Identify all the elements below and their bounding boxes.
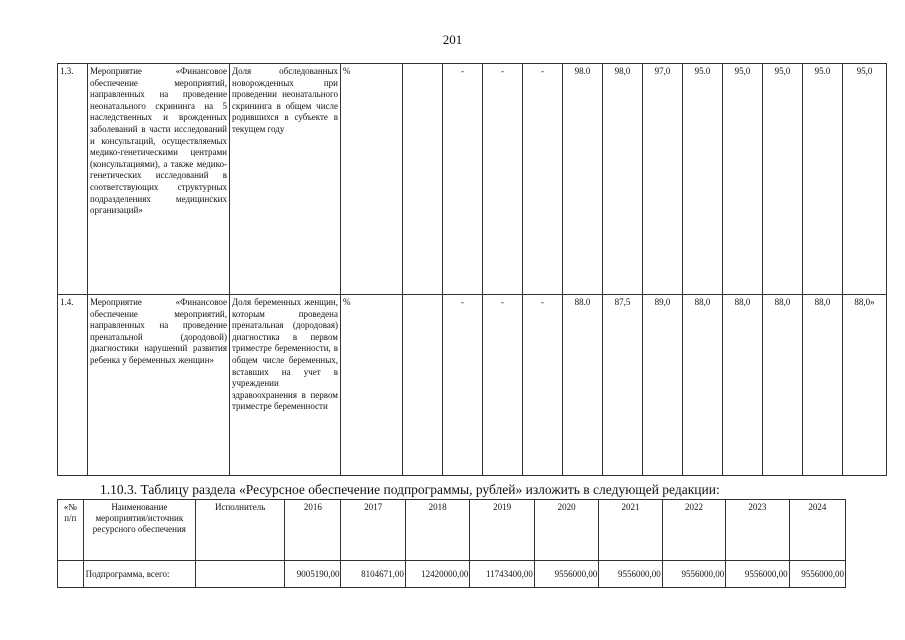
- page-number: 201: [442, 32, 463, 47]
- table-row: [58, 64, 887, 295]
- header-num: «№ п/п: [58, 500, 84, 561]
- header-name: Наименование мероприятия/источник ресурсного обеспечения: [83, 500, 196, 561]
- value-cell: 88,0»: [843, 295, 887, 476]
- amount-cell: 9556000,00: [534, 561, 598, 588]
- header-executor: Исполнитель: [196, 500, 285, 561]
- value-cell: 88,0: [763, 295, 803, 476]
- value-cell: 88,0: [683, 295, 723, 476]
- indicators-table: [57, 63, 887, 476]
- value-cell: -: [523, 295, 563, 476]
- resource-table: [57, 499, 846, 588]
- amount-cell: 11743400,00: [470, 561, 534, 588]
- row-number: 1.3.: [58, 64, 88, 295]
- unit-cell: %: [341, 295, 403, 476]
- value-cell: 95,0: [723, 64, 763, 295]
- row-number: 1.4.: [58, 295, 88, 476]
- unit-cell: %: [341, 64, 403, 295]
- value-cell: -: [443, 64, 483, 295]
- value-cell: 98.0: [563, 64, 603, 295]
- value-cell: 95,0: [763, 64, 803, 295]
- header-year: 2016: [285, 500, 341, 561]
- amount-cell: 8104671,00: [341, 561, 405, 588]
- row-number: [58, 561, 84, 588]
- amount-cell: 9556000,00: [599, 561, 662, 588]
- header-year: 2022: [662, 500, 725, 561]
- header-year: 2023: [726, 500, 789, 561]
- value-cell: -: [523, 64, 563, 295]
- value-cell: 97,0: [643, 64, 683, 295]
- value-cell: -: [483, 64, 523, 295]
- amount-cell: 9556000,00: [726, 561, 789, 588]
- value-cell: [403, 295, 443, 476]
- table-row: [58, 561, 846, 588]
- header-year: 2018: [405, 500, 469, 561]
- table-row: [58, 295, 887, 476]
- indicator-name: Доля обследованных новорожденных при проведении неонатального скрининга в общем числе родившихся в субъекте в текущем году: [230, 64, 341, 295]
- header-year: 2017: [341, 500, 405, 561]
- value-cell: [403, 64, 443, 295]
- value-cell: 87,5: [603, 295, 643, 476]
- amount-cell: 9556000,00: [789, 561, 845, 588]
- event-name: Мероприятие «Финансовое обеспечение мероприятий, направленных на проведение пренатальной (дородовой) диагностики нарушений развития ребенка у беременных женщин»: [88, 295, 230, 476]
- value-cell: 88.0: [563, 295, 603, 476]
- amount-cell: 9556000,00: [662, 561, 725, 588]
- value-cell: -: [483, 295, 523, 476]
- event-name: Мероприятие «Финансовое обеспечение мероприятий, направленных на проведение неонатального скрининга на 5 наследственных и врожденных заболеваний в части исследований и консультаций, осуществляемых медико-генетическими центрами (консультациями), а также медико-генетических исследований в соответствующих структурных подразделениях медицинских организаций»: [88, 64, 230, 295]
- amount-cell: 12420000,00: [405, 561, 469, 588]
- header-year: 2021: [599, 500, 662, 561]
- value-cell: 95.0: [683, 64, 723, 295]
- value-cell: 95.0: [803, 64, 843, 295]
- header-year: 2019: [470, 500, 534, 561]
- row-executor: [196, 561, 285, 588]
- header-year: 2024: [789, 500, 845, 561]
- value-cell: 88,0: [803, 295, 843, 476]
- row-name: Подпрограмма, всего:: [83, 561, 196, 588]
- value-cell: -: [443, 295, 483, 476]
- header-year: 2020: [534, 500, 598, 561]
- value-cell: 88,0: [723, 295, 763, 476]
- value-cell: 89,0: [643, 295, 683, 476]
- section-heading: 1.10.3. Таблицу раздела «Ресурсное обеспечение подпрограммы, рублей» изложить в следующей редакции:: [100, 482, 720, 497]
- amount-cell: 9005190,00: [285, 561, 341, 588]
- indicator-name: Доля беременных женщин, которым проведена пренатальная (дородовая) диагностика в первом триместре беременности, в общем числе беременных, вставших на учет в учреждении здравоохранения в первом триместре беременности: [230, 295, 341, 476]
- value-cell: 98,0: [603, 64, 643, 295]
- table-header-row: [58, 500, 846, 561]
- value-cell: 95,0: [843, 64, 887, 295]
